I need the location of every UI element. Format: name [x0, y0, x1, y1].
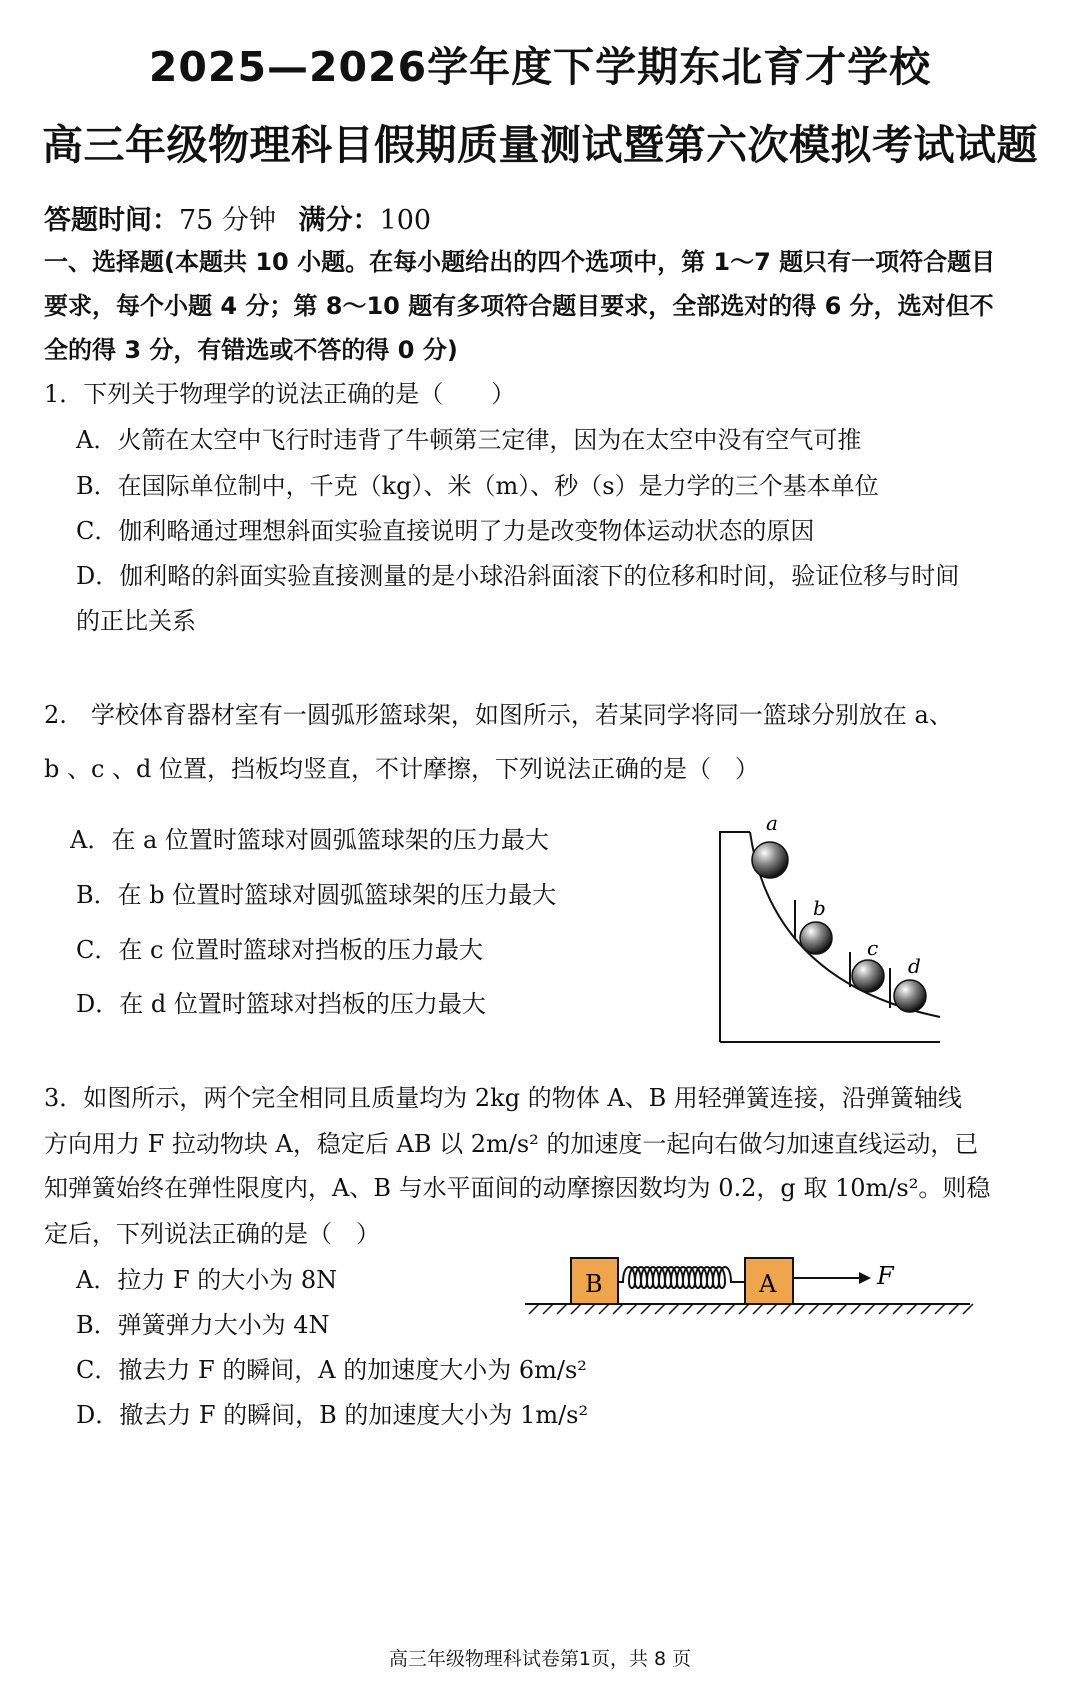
exam-meta: [44, 198, 431, 237]
q2-option-d: D．在 d 位置时篮球对挡板的压力最大: [76, 990, 486, 1018]
q2-option-a: A．在 a 位置时篮球对圆弧篮球架的压力最大: [70, 826, 549, 854]
exam-title-line1: 2025—2026学年度下学期东北育才学校: [148, 43, 932, 91]
q1-option-b: B．在国际单位制中，千克（kg）、米（m）、秒（s）是力学的三个基本单位: [76, 472, 879, 500]
exam-title-line2: 高三年级物理科目假期质量测试暨第六次模拟考试试题: [42, 121, 1038, 169]
q2-basketball-rack-figure: [710, 812, 950, 1046]
label-a: a: [766, 812, 778, 835]
q3-option-b: B．弹簧弹力大小为 4N: [76, 1311, 330, 1339]
q2-stem-line1: 2. 学校体育器材室有一圆弧形篮球架，如图所示，若某同学将同一篮球分别放在 a、: [44, 701, 953, 729]
score-label: 满分：: [298, 205, 380, 236]
section-intro-line1: 一、选择题(本题共 10 小题。在每小题给出的四个选项中，第 1～7 题只有一项符合题目: [44, 248, 996, 276]
ball-b: [800, 922, 832, 954]
q3-option-a: A．拉力 F 的大小为 8N: [76, 1266, 338, 1294]
q1-stem: 1．下列关于物理学的说法正确的是（ ）: [44, 380, 516, 408]
label-b: b: [813, 896, 826, 920]
q1-option-d-cont: 的正比关系: [76, 607, 196, 635]
ball-d: [894, 980, 926, 1012]
q1-option-a: A．火箭在太空中飞行时违背了牛顿第三定律，因为在太空中没有空气可推: [76, 426, 862, 454]
ball-a: [752, 842, 788, 878]
score-value: 100: [379, 205, 432, 236]
ground-hatch: [529, 1304, 973, 1314]
block-b-label: B: [585, 1270, 603, 1298]
force-label: F: [877, 1262, 894, 1290]
q1-option-d: D．伽利略的斜面实验直接测量的是小球沿斜面滚下的位移和时间，验证位移与时间: [76, 562, 960, 590]
q3-stem-line2: 方向用力 F 拉动物块 A，稳定后 AB 以 2m/s² 的加速度一起向右做匀加速直线运动，已: [44, 1130, 979, 1158]
page-footer: 高三年级物理科试卷第1页，共 8 页: [388, 1648, 692, 1670]
label-d: d: [908, 954, 921, 978]
q3-stem-line1: 3．如图所示，两个完全相同且质量均为 2kg 的物体 A、B 用轻弹簧连接，沿弹簧轴线: [44, 1084, 962, 1112]
section-intro-line2: 要求，每个小题 4 分；第 8～10 题有多项符合题目要求，全部选对的得 6 分，选对但不: [44, 292, 994, 320]
ball-c: [852, 960, 884, 992]
force-arrow-head: [859, 1272, 871, 1284]
q3-option-c: C．撤去力 F 的瞬间，A 的加速度大小为 6m/s²: [76, 1356, 587, 1384]
q3-stem-line3: 知弹簧始终在弹性限度内，A、B 与水平面间的动摩擦因数均为 0.2，g 取 10m/s²。则稳: [44, 1174, 991, 1202]
q2-option-b: B．在 b 位置时篮球对圆弧篮球架的压力最大: [76, 881, 557, 909]
q3-option-d: D．撤去力 F 的瞬间，B 的加速度大小为 1m/s²: [76, 1401, 589, 1429]
q2-stem-line2: b 、c 、d 位置，挡板均竖直，不计摩擦，下列说法正确的是（ ）: [44, 755, 760, 783]
section-intro-line3: 全的得 3 分，有错选或不答的得 0 分): [44, 336, 458, 364]
time-label: 答题时间：: [44, 205, 179, 236]
q2-option-c: C．在 c 位置时篮球对挡板的压力最大: [76, 936, 484, 964]
spring: [618, 1267, 745, 1288]
label-c: c: [867, 936, 879, 960]
block-a-label: A: [759, 1270, 777, 1298]
q1-option-c: C．伽利略通过理想斜面实验直接说明了力是改变物体运动状态的原因: [76, 517, 815, 545]
time-value: 75 分钟: [179, 205, 276, 236]
q3-stem-line4: 定后，下列说法正确的是（ ）: [44, 1220, 380, 1248]
q3-spring-blocks-figure: [525, 1250, 975, 1322]
